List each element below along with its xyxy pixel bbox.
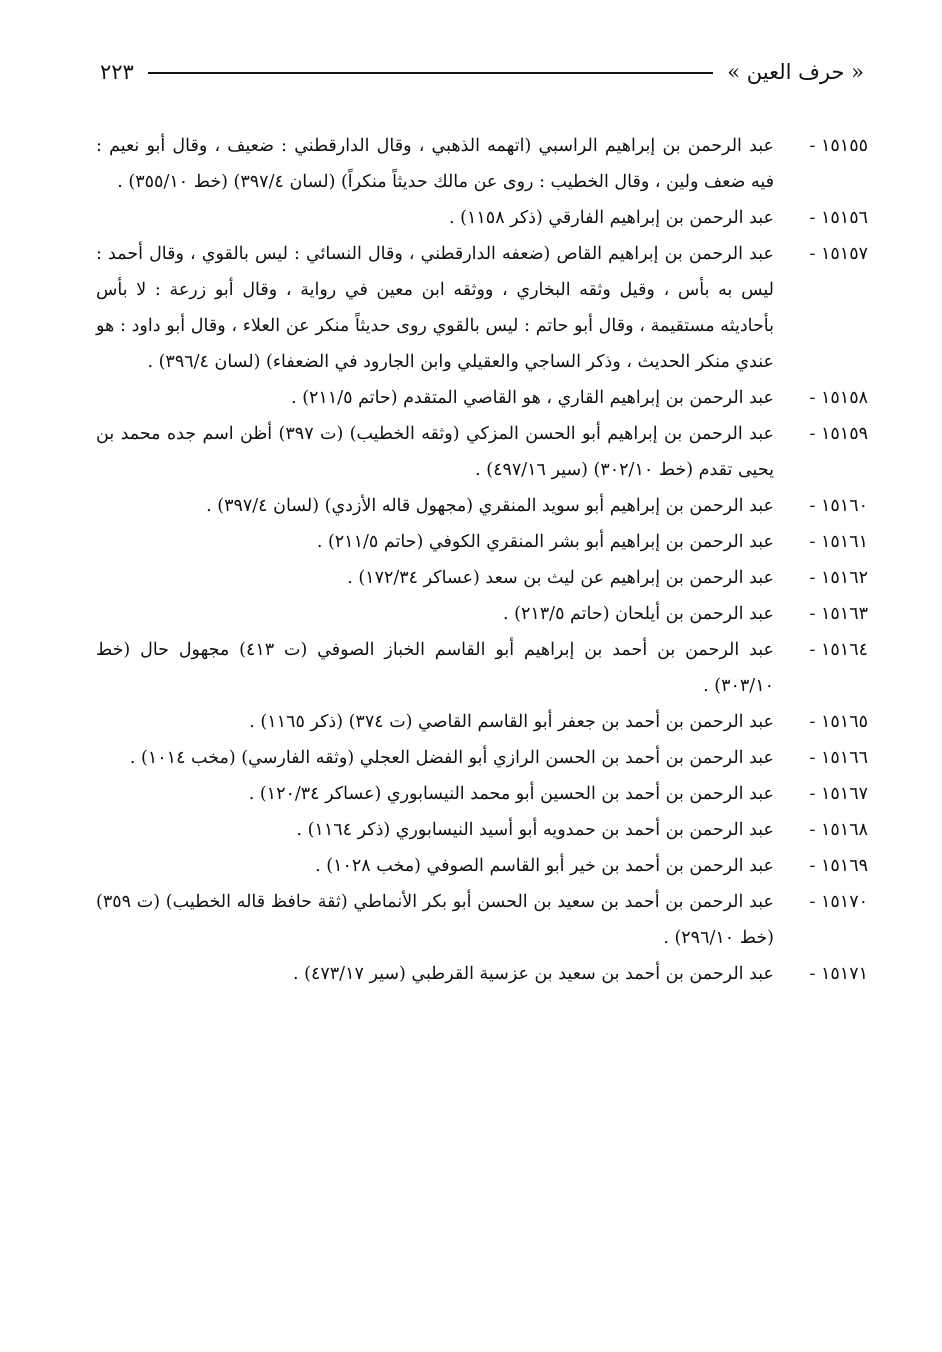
running-header <box>100 52 864 92</box>
entry-text: عبد الرحمن بن إبراهيم الفارقي (ذكر ١١٥٨) . <box>449 208 774 228</box>
entry <box>96 380 868 416</box>
entry-number: ١٥١٦٨ - <box>809 820 868 840</box>
entry-number: ١٥١٦٠ - <box>809 496 868 516</box>
entry-number: ١٥١٦٢ - <box>809 568 868 588</box>
entry-number: ١٥١٦٤ - <box>809 640 868 660</box>
page-number: ٢٢٣ <box>100 60 134 84</box>
entry-number: ١٥١٥٨ - <box>809 388 868 408</box>
entry <box>96 596 868 632</box>
entry <box>96 704 868 740</box>
entry-text: عبد الرحمن بن إبراهيم القاري ، هو القاصي المتقدم (حاتم ٢١١/٥) . <box>291 388 774 408</box>
entry-text: عبد الرحمن بن إبراهيم عن ليث بن سعد (عساكر ١٧٢/٣٤) . <box>347 568 774 588</box>
entry <box>96 416 868 488</box>
entry <box>96 524 868 560</box>
entry-number: ١٥١٦٥ - <box>809 712 868 732</box>
entry-text: عبد الرحمن بن إبراهيم القاص (ضعفه الدارقطني ، وقال النسائي : ليس بالقوي ، وقال أحمد : ليس به بأس ، وقيل وثقه البخاري ، ووثقه ابن معين في رواية ، وقال أبو زرعة : لا بأس بأحاديثه مستقيمة ، وقال أبو حاتم : ليس بالقوي روى حديثاً منكر عن العلاء ، وقال أبو داود : هو عندي منكر الحديث ، وذكر الساجي والعقيلي وابن الجارود في الضعفاء) (لسان ٣٩٦/٤) . <box>96 244 774 372</box>
entry-text: عبد الرحمن بن أحمد بن خير أبو القاسم الصوفي (مخب ١٠٢٨) . <box>315 856 774 876</box>
entry <box>96 632 868 704</box>
entry-number: ١٥١٦٩ - <box>809 856 868 876</box>
entry-number: ١٥١٦١ - <box>809 532 868 552</box>
entry <box>96 848 868 884</box>
entry-text: عبد الرحمن بن أحمد بن الحسين أبو محمد النيسابوري (عساكر ١٢٠/٣٤) . <box>248 784 774 804</box>
entry <box>96 128 868 200</box>
entry-number: ١٥١٥٥ - <box>809 136 868 156</box>
entry-number: ١٥١٦٣ - <box>809 604 868 624</box>
entry-text: عبد الرحمن بن إبراهيم أبو الحسن المزكي (وثقه الخطيب) (ت ٣٩٧) أظن اسم جده محمد بن يحيى تقدم (خط ٣٠٢/١٠) (سير ٤٩٧/١٦) . <box>96 424 774 480</box>
entry <box>96 200 868 236</box>
entry-number: ١٥١٧١ - <box>809 964 868 984</box>
header-rule <box>148 72 713 74</box>
entry <box>96 956 868 992</box>
entry <box>96 740 868 776</box>
entry-number: ١٥١٦٦ - <box>809 748 868 768</box>
entry <box>96 560 868 596</box>
entry-number: ١٥١٥٧ - <box>809 244 868 264</box>
entry <box>96 236 868 380</box>
entry <box>96 812 868 848</box>
entry-text: عبد الرحمن بن أحمد بن إبراهيم أبو القاسم الخباز الصوفي (ت ٤١٣) مجهول حال (خط ٣٠٣/١٠) . <box>96 640 774 696</box>
entry-number: ١٥١٧٠ - <box>809 892 868 912</box>
entry <box>96 884 868 956</box>
entry-number: ١٥١٦٧ - <box>809 784 868 804</box>
entry-text: عبد الرحمن بن أحمد بن سعيد بن الحسن أبو بكر الأنماطي (ثقة حافظ قاله الخطيب) (ت ٣٥٩) (خط ٢٩٦/١٠) . <box>96 892 774 948</box>
entry-text: عبد الرحمن بن إبراهيم أبو بشر المنقري الكوفي (حاتم ٢١١/٥) . <box>316 532 774 552</box>
entry-text: عبد الرحمن بن إبراهيم الراسبي (اتهمه الذهبي ، وقال الدارقطني : ضعيف ، وقال أبو نعيم : فيه ضعف ولين ، وقال الخطيب : روى عن مالك حديثاً منكراً) (لسان ٣٩٧/٤) (خط ٣٥٥/١٠) . <box>96 136 774 192</box>
entry-text: عبد الرحمن بن أحمد بن جعفر أبو القاسم القاصي (ت ٣٧٤) (ذكر ١١٦٥) . <box>249 712 774 732</box>
entry-text: عبد الرحمن بن أحمد بن حمدويه أبو أسيد النيسابوري (ذكر ١١٦٤) . <box>296 820 774 840</box>
entry-text: عبد الرحمن بن أحمد بن الحسن الرازي أبو الفضل العجلي (وثقه الفارسي) (مخب ١٠١٤) . <box>129 748 774 768</box>
entry-number: ١٥١٥٩ - <box>809 424 868 444</box>
entry-text: عبد الرحمن بن إبراهيم أبو سويد المنقري (مجهول قاله الأزدي) (لسان ٣٩٧/٤) . <box>206 496 774 516</box>
entry <box>96 776 868 812</box>
header-title: « حرف العين » <box>727 60 864 84</box>
entry <box>96 488 868 524</box>
entry-text: عبد الرحمن بن أحمد بن سعيد بن عزسية القرطبي (سير ٤٧٣/١٧) . <box>293 964 774 984</box>
entry-number: ١٥١٥٦ - <box>809 208 868 228</box>
entry-text: عبد الرحمن بن أيلحان (حاتم ٢١٣/٥) . <box>503 604 774 624</box>
entry-list <box>96 128 868 992</box>
